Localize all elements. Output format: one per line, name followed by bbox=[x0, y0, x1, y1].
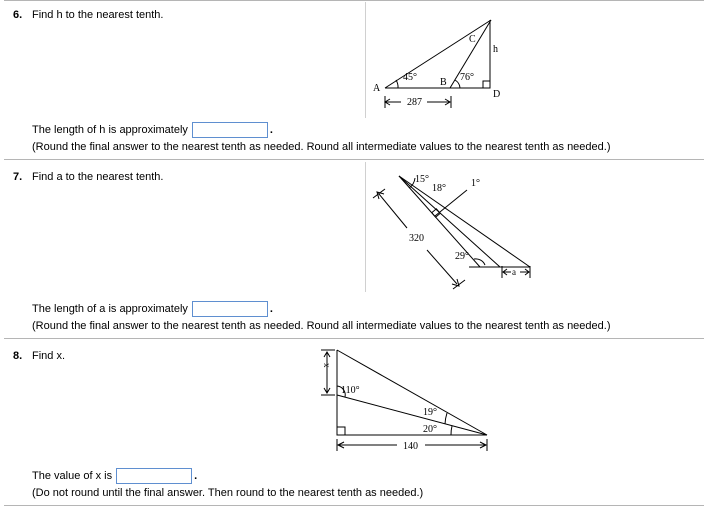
label-d: D bbox=[493, 89, 501, 100]
label-a: A bbox=[373, 83, 381, 94]
problem-7-number: 7. bbox=[13, 171, 23, 183]
ray-2 bbox=[399, 176, 500, 267]
problem-7-answer-line bbox=[32, 301, 273, 317]
angle-19-arc bbox=[445, 413, 447, 424]
problem-6-figure bbox=[365, 10, 525, 115]
top-divider bbox=[4, 0, 704, 1]
label-b: B bbox=[440, 77, 447, 88]
problem-8-prompt: Find x. bbox=[32, 350, 66, 362]
length-label: 320 bbox=[409, 233, 424, 244]
problem-8-answer-period: . bbox=[194, 469, 198, 482]
problem-8-note: (Do not round until the final answer. Then round to the nearest tenth as needed.) bbox=[32, 487, 424, 499]
right-angle-marker bbox=[483, 81, 490, 88]
angle-b-label: 76° bbox=[460, 72, 474, 83]
problem-6-answer-line bbox=[32, 122, 273, 138]
angle-a-label: 45° bbox=[403, 72, 417, 83]
problem-8-answer-input[interactable] bbox=[116, 468, 192, 484]
problem-8-answer-prefix: The value of x is bbox=[32, 469, 113, 482]
problem-6-answer-prefix: The length of h is approximately bbox=[32, 123, 188, 136]
length-dim-b bbox=[427, 250, 457, 284]
label-h: h bbox=[493, 44, 498, 55]
problem-8-number: 8. bbox=[13, 350, 23, 362]
angle-19-label: 19° bbox=[423, 407, 437, 418]
angle-1-label: 1° bbox=[471, 178, 480, 189]
problem-6-note: (Round the final answer to the nearest tenth as needed. Round all intermediate values to the nearest tenth as needed.) bbox=[32, 141, 611, 153]
angle-29-label: 29° bbox=[455, 251, 469, 262]
angle-110-label: 110° bbox=[341, 385, 360, 396]
problem-6-answer-input[interactable] bbox=[192, 122, 268, 138]
label-c: C bbox=[469, 34, 476, 45]
problem-6-answer-period: . bbox=[269, 123, 273, 136]
angle-20-arc bbox=[451, 426, 452, 435]
problem-7-answer-input[interactable] bbox=[192, 301, 268, 317]
base-label: 140 bbox=[403, 441, 418, 452]
angle-15-label: 15° bbox=[415, 174, 429, 185]
right-angle-marker bbox=[337, 427, 345, 435]
problem-7-answer-period: . bbox=[269, 302, 273, 315]
problem-7-figure bbox=[365, 166, 540, 291]
problem-7-prompt: Find a to the nearest tenth. bbox=[32, 171, 164, 183]
a-label: a bbox=[512, 267, 516, 277]
problem-8-figure bbox=[315, 343, 500, 458]
problem-6-prompt: Find h to the nearest tenth. bbox=[32, 9, 164, 21]
problem-7-note: (Round the final answer to the nearest tenth as needed. Round all intermediate values to the nearest tenth as needed.) bbox=[32, 320, 611, 332]
problem-6-number: 6. bbox=[13, 9, 23, 21]
problem-8-answer-line bbox=[32, 468, 197, 484]
x-label: x bbox=[322, 363, 332, 368]
divider-7-8 bbox=[4, 338, 704, 339]
angle-18-label: 18° bbox=[432, 183, 446, 194]
problem-7-answer-prefix: The length of a is approximately bbox=[32, 302, 188, 315]
triangle-hypotenuse bbox=[385, 20, 491, 88]
divider-6-7 bbox=[4, 159, 704, 160]
base-length-label: 287 bbox=[407, 97, 422, 108]
length-dim-a bbox=[379, 194, 407, 228]
bottom-divider bbox=[4, 505, 704, 506]
angle-a-arc bbox=[396, 80, 398, 88]
inner-line bbox=[337, 395, 487, 435]
angle-20-label: 20° bbox=[423, 424, 437, 435]
